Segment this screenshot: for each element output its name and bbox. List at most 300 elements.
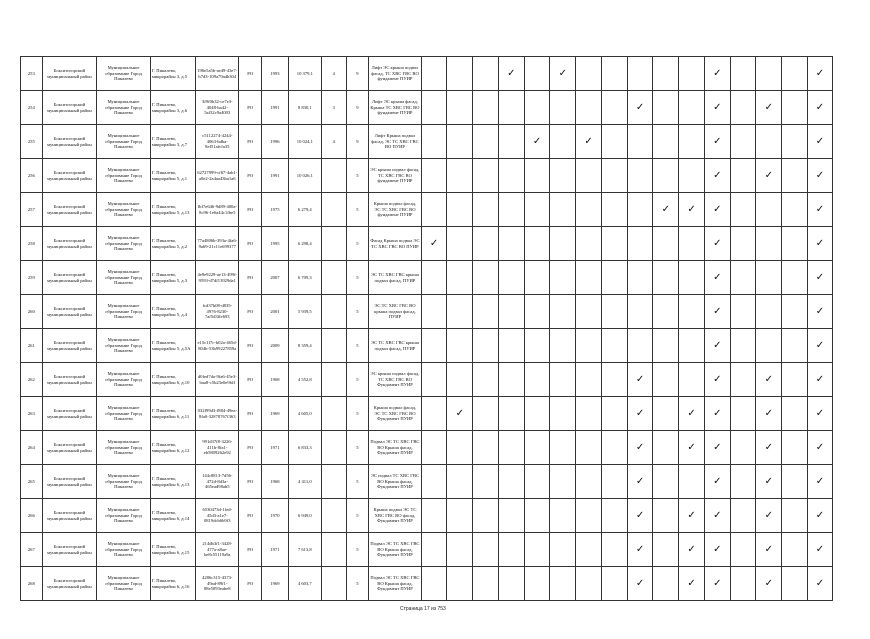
checkmark-cell bbox=[550, 363, 576, 397]
checkmark-icon: ✓ bbox=[687, 407, 696, 419]
checkmark-cell bbox=[498, 499, 524, 533]
address-cell: Г. Пикалево, микрорайон 5, д.2 bbox=[150, 227, 195, 261]
type-cell: РО bbox=[239, 295, 262, 329]
checkmark-cell bbox=[756, 125, 782, 159]
settlement-cell: Муниципальное образование Город Пикалево bbox=[97, 363, 151, 397]
checkmark-cell bbox=[679, 261, 705, 295]
checkmark-cell bbox=[524, 363, 550, 397]
housing-table bbox=[20, 56, 833, 601]
year-cell: 1969 bbox=[262, 567, 289, 601]
checkmark-cell bbox=[653, 227, 679, 261]
checkmark-cell bbox=[653, 465, 679, 499]
checkmark-icon: ✓ bbox=[815, 271, 825, 283]
checkmark-cell bbox=[524, 193, 550, 227]
checkmark-cell bbox=[730, 193, 756, 227]
checkmark-cell bbox=[679, 125, 705, 159]
checkmark-cell bbox=[498, 57, 524, 91]
checkmark-cell bbox=[627, 533, 653, 567]
row-number: 259 bbox=[21, 261, 43, 295]
checkmark-cell bbox=[498, 329, 524, 363]
checkmark-cell bbox=[447, 91, 473, 125]
checkmark-cell bbox=[782, 567, 808, 601]
fias-id-cell: 196e5a5b-ae49-43e7-b7d3-109a79adb304 bbox=[196, 57, 239, 91]
checkmark-cell bbox=[524, 431, 550, 465]
checkmark-cell bbox=[550, 261, 576, 295]
checkmark-cell bbox=[550, 329, 576, 363]
checkmark-cell bbox=[576, 431, 602, 465]
checkmark-cell bbox=[473, 533, 499, 567]
col8-cell: 3 bbox=[321, 91, 346, 125]
checkmark-cell bbox=[653, 193, 679, 227]
checkmark-icon: ✓ bbox=[687, 543, 696, 555]
works-cell: ЭС крыша подвал фасад, ТС ХВС ГВС ВО Фундамент ПУИР bbox=[369, 363, 422, 397]
year-cell: 1970 bbox=[262, 499, 289, 533]
checkmark-icon: ✓ bbox=[713, 373, 722, 385]
checkmark-cell bbox=[807, 397, 832, 431]
checkmark-cell bbox=[756, 465, 782, 499]
checkmark-icon: ✓ bbox=[635, 407, 645, 419]
checkmark-cell bbox=[576, 261, 602, 295]
checkmark-cell bbox=[498, 397, 524, 431]
floors-cell: 5 bbox=[346, 465, 369, 499]
checkmark-cell bbox=[704, 159, 730, 193]
fias-id-cell: 6530473d-1fed-45d3-a1e7-0819dcb6b9f3 bbox=[196, 499, 239, 533]
checkmark-cell bbox=[601, 193, 627, 227]
works-cell: Подвал ЭС ТС ХВС ГВС ВО Крыша фасад, Фундамент ПУИР bbox=[369, 431, 422, 465]
checkmark-cell bbox=[524, 227, 550, 261]
floors-cell: 9 bbox=[346, 125, 369, 159]
floors-cell: 5 bbox=[346, 261, 369, 295]
checkmark-cell bbox=[601, 397, 627, 431]
checkmark-cell bbox=[627, 57, 653, 91]
checkmark-cell bbox=[782, 227, 808, 261]
checkmark-icon: ✓ bbox=[815, 169, 825, 181]
checkmark-cell bbox=[704, 125, 730, 159]
district-cell: Бокситогорский муниципальный район bbox=[42, 431, 97, 465]
address-cell: Г. Пикалево, микрорайон 5, д.1 bbox=[150, 159, 195, 193]
checkmark-cell bbox=[421, 91, 447, 125]
checkmark-cell bbox=[447, 533, 473, 567]
type-cell: РО bbox=[239, 193, 262, 227]
address-cell: Г. Пикалево, микрорайон 3, д.7 bbox=[150, 125, 195, 159]
checkmark-icon: ✓ bbox=[635, 475, 645, 487]
checkmark-cell bbox=[679, 533, 705, 567]
works-cell: ЭС крыша подвал фасад, ТС ХВС ГВС ВО фундамент ПУИР bbox=[369, 159, 422, 193]
col8-cell bbox=[321, 431, 346, 465]
row-number: 258 bbox=[21, 227, 43, 261]
table-row bbox=[21, 465, 833, 499]
checkmark-cell bbox=[473, 193, 499, 227]
checkmark-cell bbox=[601, 329, 627, 363]
col8-cell bbox=[321, 193, 346, 227]
district-cell: Бокситогорский муниципальный район bbox=[42, 57, 97, 91]
checkmark-cell bbox=[524, 465, 550, 499]
checkmark-icon: ✓ bbox=[713, 509, 722, 521]
checkmark-cell bbox=[807, 193, 832, 227]
checkmark-cell bbox=[679, 397, 705, 431]
checkmark-cell bbox=[730, 499, 756, 533]
checkmark-cell bbox=[627, 397, 653, 431]
checkmark-cell bbox=[730, 91, 756, 125]
checkmark-icon: ✓ bbox=[764, 543, 774, 555]
checkmark-cell bbox=[447, 159, 473, 193]
district-cell: Бокситогорский муниципальный район bbox=[42, 363, 97, 397]
row-number: 266 bbox=[21, 499, 43, 533]
year-cell: 1996 bbox=[262, 125, 289, 159]
checkmark-cell bbox=[498, 533, 524, 567]
checkmark-cell bbox=[576, 363, 602, 397]
checkmark-cell bbox=[447, 329, 473, 363]
checkmark-cell bbox=[782, 193, 808, 227]
settlement-cell: Муниципальное образование Город Пикалево bbox=[97, 397, 151, 431]
checkmark-cell bbox=[601, 533, 627, 567]
checkmark-cell bbox=[447, 261, 473, 295]
checkmark-icon: ✓ bbox=[815, 407, 825, 419]
checkmark-cell bbox=[576, 329, 602, 363]
checkmark-cell bbox=[524, 125, 550, 159]
col8-cell bbox=[321, 499, 346, 533]
year-cell: 1991 bbox=[262, 91, 289, 125]
checkmark-cell bbox=[627, 465, 653, 499]
area-cell: 4 603,7 bbox=[288, 567, 321, 601]
checkmark-cell bbox=[601, 465, 627, 499]
type-cell: РО bbox=[239, 363, 262, 397]
checkmark-icon: ✓ bbox=[661, 203, 671, 215]
checkmark-icon: ✓ bbox=[764, 509, 774, 521]
checkmark-cell bbox=[627, 227, 653, 261]
checkmark-cell bbox=[704, 431, 730, 465]
settlement-cell: Муниципальное образование Город Пикалево bbox=[97, 499, 151, 533]
checkmark-cell bbox=[498, 465, 524, 499]
checkmark-icon: ✓ bbox=[558, 67, 568, 79]
checkmark-cell bbox=[653, 397, 679, 431]
checkmark-icon: ✓ bbox=[635, 101, 645, 113]
checkmark-cell bbox=[782, 431, 808, 465]
checkmark-cell bbox=[730, 533, 756, 567]
year-cell: 2007 bbox=[262, 261, 289, 295]
checkmark-cell bbox=[421, 329, 447, 363]
type-cell: РО bbox=[239, 397, 262, 431]
checkmark-cell bbox=[653, 431, 679, 465]
checkmark-icon: ✓ bbox=[687, 577, 696, 589]
checkmark-cell bbox=[756, 397, 782, 431]
works-cell: Подвал ЭС ТС ХВС ГВС ВО Крыша фасад, Фундамент ПУИР bbox=[369, 567, 422, 601]
checkmark-cell bbox=[653, 91, 679, 125]
checkmark-cell bbox=[782, 159, 808, 193]
col8-cell bbox=[321, 295, 346, 329]
checkmark-cell bbox=[807, 431, 832, 465]
checkmark-cell bbox=[601, 159, 627, 193]
area-cell: 10 024,1 bbox=[288, 125, 321, 159]
type-cell: РО bbox=[239, 465, 262, 499]
checkmark-cell bbox=[756, 431, 782, 465]
checkmark-cell bbox=[601, 363, 627, 397]
checkmark-icon: ✓ bbox=[764, 441, 774, 453]
district-cell: Бокситогорский муниципальный район bbox=[42, 295, 97, 329]
floors-cell: 5 bbox=[346, 499, 369, 533]
checkmark-cell bbox=[730, 329, 756, 363]
col8-cell bbox=[321, 567, 346, 601]
checkmark-icon: ✓ bbox=[635, 441, 645, 453]
works-cell: Фасад Крыша подвал ЭС ТС ХВС ГВС ВО ПУИР bbox=[369, 227, 422, 261]
checkmark-cell bbox=[704, 261, 730, 295]
district-cell: Бокситогорский муниципальный район bbox=[42, 533, 97, 567]
district-cell: Бокситогорский муниципальный район bbox=[42, 465, 97, 499]
fias-id-cell: 3f9f0b32-ce7e3-4048-ba42-5af32c9a4003 bbox=[196, 91, 239, 125]
checkmark-cell bbox=[653, 57, 679, 91]
table-row bbox=[21, 295, 833, 329]
checkmark-cell bbox=[550, 91, 576, 125]
checkmark-cell bbox=[627, 499, 653, 533]
checkmark-cell bbox=[756, 567, 782, 601]
row-number: 256 bbox=[21, 159, 43, 193]
checkmark-icon: ✓ bbox=[507, 67, 516, 79]
checkmark-icon: ✓ bbox=[713, 305, 722, 317]
checkmark-cell bbox=[498, 295, 524, 329]
checkmark-icon: ✓ bbox=[635, 373, 645, 385]
checkmark-cell bbox=[679, 431, 705, 465]
fias-id-cell: 62727999-cf67-4ab1-a8e2-2a4aa43ba1a6 bbox=[196, 159, 239, 193]
checkmark-cell bbox=[627, 363, 653, 397]
checkmark-cell bbox=[653, 329, 679, 363]
checkmark-icon: ✓ bbox=[815, 543, 825, 555]
checkmark-cell bbox=[524, 91, 550, 125]
year-cell: 2001 bbox=[262, 295, 289, 329]
row-number: 257 bbox=[21, 193, 43, 227]
checkmark-cell bbox=[756, 295, 782, 329]
district-cell: Бокситогорский муниципальный район bbox=[42, 397, 97, 431]
checkmark-cell bbox=[627, 431, 653, 465]
address-cell: Г. Пикалево, микрорайон 6, д.12 bbox=[150, 431, 195, 465]
col8-cell: 4 bbox=[321, 57, 346, 91]
row-number: 261 bbox=[21, 329, 43, 363]
table-row bbox=[21, 499, 833, 533]
checkmark-cell bbox=[576, 295, 602, 329]
floors-cell: 5 bbox=[346, 193, 369, 227]
checkmark-cell bbox=[473, 431, 499, 465]
checkmark-icon: ✓ bbox=[815, 577, 825, 589]
checkmark-cell bbox=[524, 295, 550, 329]
fias-id-cell: fcd37b08-d835-4976-8230-7af5d3ffe693 bbox=[196, 295, 239, 329]
checkmark-cell bbox=[421, 567, 447, 601]
checkmark-cell bbox=[601, 125, 627, 159]
area-cell: 6 833,3 bbox=[288, 431, 321, 465]
checkmark-cell bbox=[447, 499, 473, 533]
col8-cell bbox=[321, 329, 346, 363]
checkmark-cell bbox=[576, 91, 602, 125]
checkmark-cell bbox=[550, 533, 576, 567]
area-cell: 6 298,4 bbox=[288, 227, 321, 261]
checkmark-cell bbox=[627, 329, 653, 363]
checkmark-cell bbox=[601, 261, 627, 295]
type-cell: РО bbox=[239, 125, 262, 159]
checkmark-cell bbox=[756, 227, 782, 261]
checkmark-icon: ✓ bbox=[815, 475, 825, 487]
checkmark-cell bbox=[498, 261, 524, 295]
fias-id-cell: fbf7e646-9d89-400a-8c96-1e6a44c1fbe5 bbox=[196, 193, 239, 227]
area-cell: 5 939,5 bbox=[288, 295, 321, 329]
checkmark-cell bbox=[782, 91, 808, 125]
type-cell: РО bbox=[239, 57, 262, 91]
floors-cell: 9 bbox=[346, 57, 369, 91]
checkmark-cell bbox=[807, 57, 832, 91]
checkmark-cell bbox=[653, 499, 679, 533]
checkmark-icon: ✓ bbox=[815, 101, 825, 113]
floors-cell: 5 bbox=[346, 329, 369, 363]
checkmark-cell bbox=[576, 465, 602, 499]
row-number: 265 bbox=[21, 465, 43, 499]
checkmark-icon: ✓ bbox=[764, 373, 774, 385]
checkmark-icon: ✓ bbox=[713, 441, 722, 453]
works-cell: ЭС ТС ХВС ГВС крыша подвал фасад, ПУИР bbox=[369, 261, 422, 295]
works-cell: Лифт Крыша подвал фасад, ЭС ТС ХВС ГВС ВО ПУИР bbox=[369, 125, 422, 159]
checkmark-cell bbox=[807, 91, 832, 125]
table-row bbox=[21, 363, 833, 397]
settlement-cell: Муниципальное образование Город Пикалево bbox=[97, 261, 151, 295]
row-number: 253 bbox=[21, 57, 43, 91]
fias-id-cell: e15c1f7c-b02a-465d-804b-53b99227859a bbox=[196, 329, 239, 363]
table-row bbox=[21, 91, 833, 125]
fias-id-cell: d0fed7da-9fa6-45e3-baa8-c5b23e0e9fdf bbox=[196, 363, 239, 397]
checkmark-cell bbox=[782, 465, 808, 499]
checkmark-cell bbox=[473, 227, 499, 261]
table-row bbox=[21, 261, 833, 295]
table-row bbox=[21, 159, 833, 193]
checkmark-cell bbox=[782, 295, 808, 329]
table-row bbox=[21, 431, 833, 465]
floors-cell: 5 bbox=[346, 533, 369, 567]
checkmark-cell bbox=[473, 295, 499, 329]
checkmark-cell bbox=[730, 227, 756, 261]
checkmark-icon: ✓ bbox=[815, 373, 825, 385]
checkmark-icon: ✓ bbox=[713, 339, 722, 351]
checkmark-cell bbox=[524, 533, 550, 567]
checkmark-icon: ✓ bbox=[713, 475, 722, 487]
checkmark-icon: ✓ bbox=[713, 169, 722, 181]
checkmark-cell bbox=[730, 397, 756, 431]
settlement-cell: Муниципальное образование Город Пикалево bbox=[97, 329, 151, 363]
checkmark-cell bbox=[704, 499, 730, 533]
table-row bbox=[21, 193, 833, 227]
checkmark-cell bbox=[627, 295, 653, 329]
district-cell: Бокситогорский муниципальный район bbox=[42, 193, 97, 227]
checkmark-cell bbox=[447, 465, 473, 499]
checkmark-cell bbox=[679, 159, 705, 193]
table-row bbox=[21, 533, 833, 567]
checkmark-cell bbox=[807, 125, 832, 159]
checkmark-icon: ✓ bbox=[815, 237, 825, 249]
checkmark-cell bbox=[576, 227, 602, 261]
type-cell: РО bbox=[239, 499, 262, 533]
checkmark-cell bbox=[421, 57, 447, 91]
settlement-cell: Муниципальное образование Город Пикалево bbox=[97, 193, 151, 227]
checkmark-cell bbox=[421, 261, 447, 295]
checkmark-cell bbox=[576, 567, 602, 601]
checkmark-cell bbox=[550, 295, 576, 329]
floors-cell: 5 bbox=[346, 431, 369, 465]
checkmark-cell bbox=[576, 125, 602, 159]
checkmark-icon: ✓ bbox=[532, 135, 542, 147]
checkmark-icon: ✓ bbox=[815, 67, 825, 79]
checkmark-cell bbox=[473, 567, 499, 601]
checkmark-cell bbox=[807, 567, 832, 601]
col8-cell bbox=[321, 397, 346, 431]
district-cell: Бокситогорский муниципальный район bbox=[42, 91, 97, 125]
floors-cell: 5 bbox=[346, 295, 369, 329]
row-number: 260 bbox=[21, 295, 43, 329]
checkmark-cell bbox=[782, 499, 808, 533]
checkmark-cell bbox=[679, 499, 705, 533]
checkmark-cell bbox=[807, 533, 832, 567]
checkmark-cell bbox=[756, 329, 782, 363]
checkmark-cell bbox=[679, 91, 705, 125]
checkmark-icon: ✓ bbox=[635, 543, 645, 555]
year-cell: 1993 bbox=[262, 57, 289, 91]
checkmark-cell bbox=[576, 533, 602, 567]
checkmark-cell bbox=[473, 261, 499, 295]
checkmark-cell bbox=[782, 261, 808, 295]
year-cell: 1971 bbox=[262, 431, 289, 465]
district-cell: Бокситогорский муниципальный район bbox=[42, 159, 97, 193]
district-cell: Бокситогорский муниципальный район bbox=[42, 261, 97, 295]
checkmark-cell bbox=[421, 125, 447, 159]
checkmark-cell bbox=[601, 227, 627, 261]
address-cell: Г. Пикалево, микрорайон 6, д.10 bbox=[150, 363, 195, 397]
checkmark-cell bbox=[421, 465, 447, 499]
checkmark-icon: ✓ bbox=[713, 67, 722, 79]
table-row bbox=[21, 329, 833, 363]
checkmark-icon: ✓ bbox=[713, 543, 722, 555]
checkmark-icon: ✓ bbox=[764, 475, 774, 487]
row-number: 267 bbox=[21, 533, 43, 567]
district-cell: Бокситогорский муниципальный район bbox=[42, 125, 97, 159]
checkmark-cell bbox=[756, 193, 782, 227]
checkmark-cell bbox=[807, 329, 832, 363]
checkmark-cell bbox=[807, 295, 832, 329]
district-cell: Бокситогорский муниципальный район bbox=[42, 567, 97, 601]
fias-id-cell: 4e9e9229-ae13-499f-9593-d7df13929da1 bbox=[196, 261, 239, 295]
fias-id-cell: 144c8813-7d56-472d-8d3a-465ead98ab5 bbox=[196, 465, 239, 499]
checkmark-cell bbox=[447, 57, 473, 91]
checkmark-cell bbox=[679, 363, 705, 397]
year-cell: 1969 bbox=[262, 397, 289, 431]
checkmark-cell bbox=[601, 91, 627, 125]
checkmark-icon: ✓ bbox=[713, 203, 722, 215]
type-cell: РО bbox=[239, 329, 262, 363]
year-cell: 2009 bbox=[262, 329, 289, 363]
checkmark-cell bbox=[679, 295, 705, 329]
checkmark-cell bbox=[550, 397, 576, 431]
table-row bbox=[21, 567, 833, 601]
floors-cell: 9 bbox=[346, 91, 369, 125]
checkmark-cell bbox=[550, 159, 576, 193]
checkmark-cell bbox=[601, 295, 627, 329]
type-cell: РО bbox=[239, 431, 262, 465]
checkmark-cell bbox=[730, 465, 756, 499]
area-cell: 10 379,1 bbox=[288, 57, 321, 91]
row-number: 255 bbox=[21, 125, 43, 159]
checkmark-cell bbox=[756, 363, 782, 397]
checkmark-cell bbox=[550, 567, 576, 601]
checkmark-cell bbox=[627, 261, 653, 295]
checkmark-cell bbox=[601, 499, 627, 533]
checkmark-cell bbox=[550, 125, 576, 159]
fias-id-cell: 77a4806b-393a-4fa6-9a69-21c11e699377 bbox=[196, 227, 239, 261]
settlement-cell: Муниципальное образование Город Пикалево bbox=[97, 57, 151, 91]
row-number: 268 bbox=[21, 567, 43, 601]
checkmark-cell bbox=[576, 57, 602, 91]
type-cell: РО bbox=[239, 91, 262, 125]
